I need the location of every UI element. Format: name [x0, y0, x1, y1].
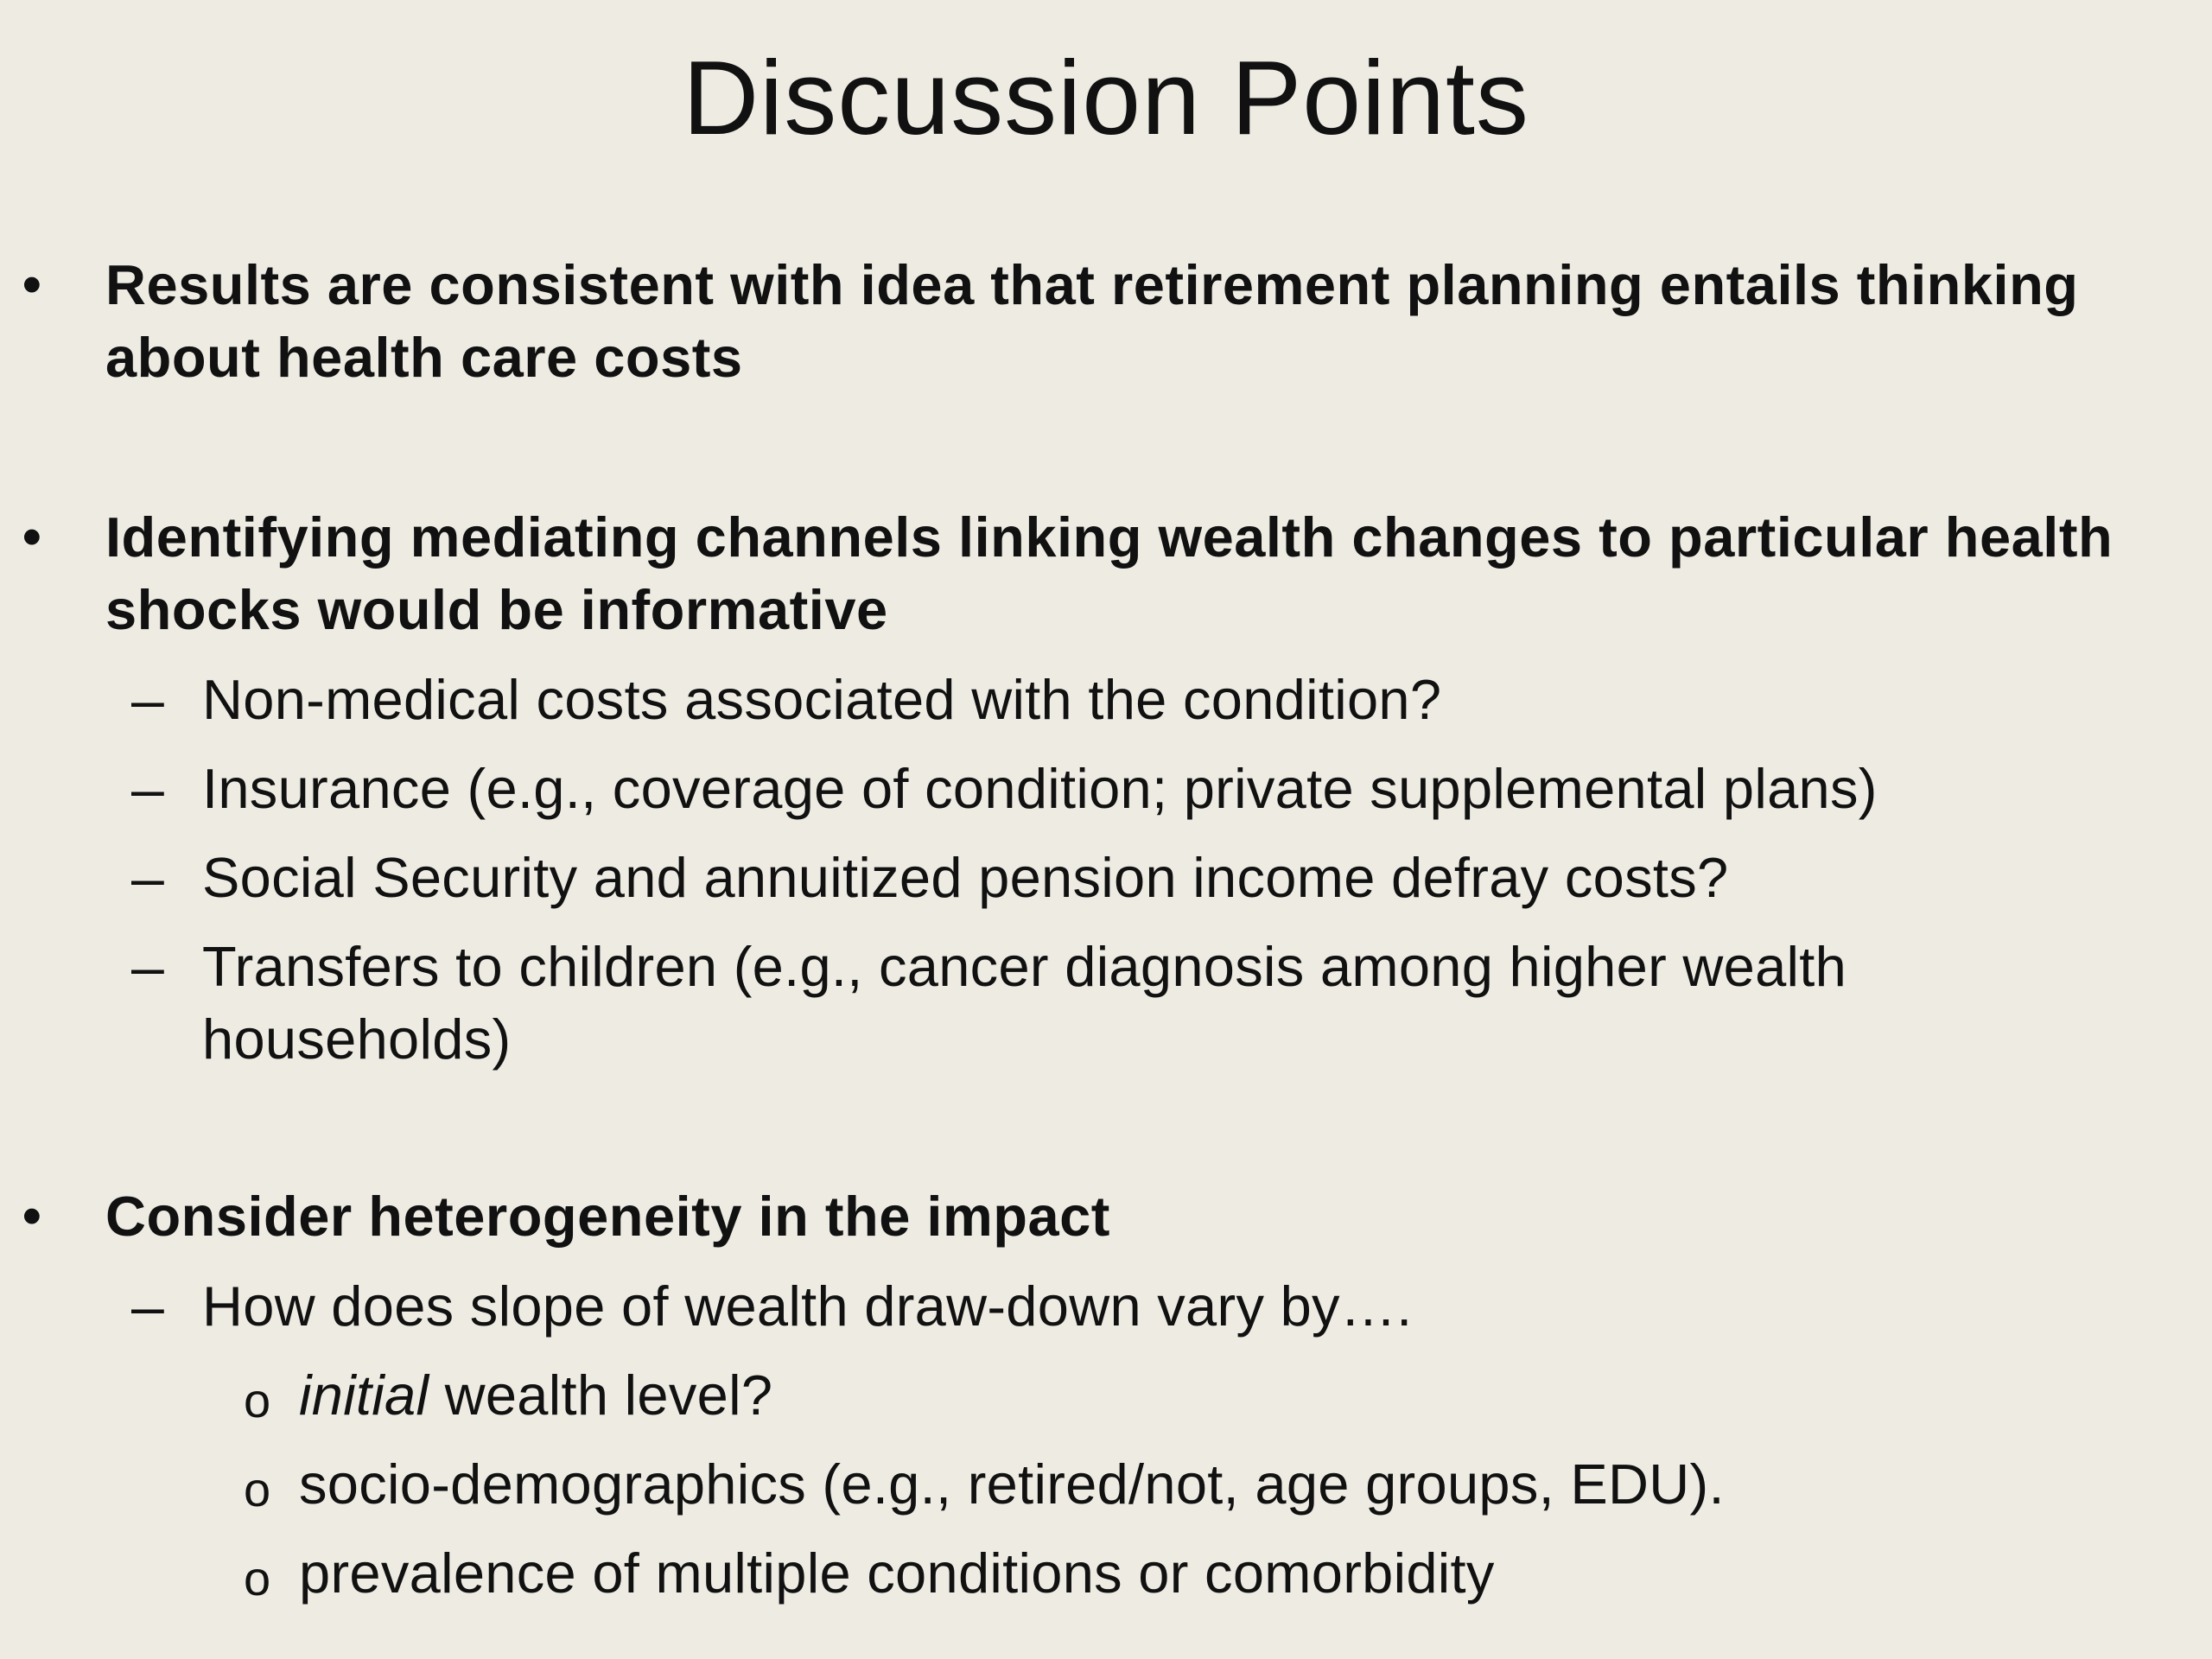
sub-text: Insurance (e.g., coverage of condition; private supplemental plans)	[202, 757, 1878, 820]
sub-text: Transfers to children (e.g., cancer diagnosis among higher wealth households)	[202, 935, 1847, 1071]
slide-title: Discussion Points	[683, 39, 1529, 156]
sub-text: Social Security and annuitized pension income defray costs?	[202, 846, 1729, 909]
sub-sub-text: socio-demographics (e.g., retired/not, age groups, EDU).	[299, 1452, 1725, 1516]
sub-sub-text: prevalence of multiple conditions or comorbidity	[299, 1541, 1495, 1605]
sub-sub-marker: o	[244, 1551, 271, 1605]
sub-marker: –	[131, 1274, 164, 1339]
sub-marker: –	[131, 667, 164, 733]
sub-sub-marker: o	[244, 1462, 271, 1516]
sub-marker: –	[131, 934, 164, 1000]
sub-sub-marker: o	[244, 1373, 271, 1427]
sub-sub-text-rest: wealth level?	[429, 1363, 773, 1427]
bullet-text: Results are consistent with idea that retirement planning entails thinking about health care costs	[105, 253, 2079, 389]
sub-sub-text	[299, 1359, 2183, 1432]
bullet-marker: •	[22, 507, 41, 567]
sub-marker: –	[131, 756, 164, 822]
sub-text: How does slope of wealth draw-down vary by….	[202, 1274, 1413, 1338]
emphasis-text: initial	[299, 1363, 429, 1427]
bullet-text: Identifying mediating channels linking wealth changes to particular health shocks would be informative	[105, 505, 2113, 641]
sub-text: Non-medical costs associated with the condition?	[202, 668, 1442, 731]
bullet-marker: •	[22, 255, 41, 315]
bullet-text: Consider heterogeneity in the impact	[105, 1185, 1110, 1248]
sub-marker: –	[131, 845, 164, 911]
bullet-marker: •	[22, 1186, 41, 1246]
